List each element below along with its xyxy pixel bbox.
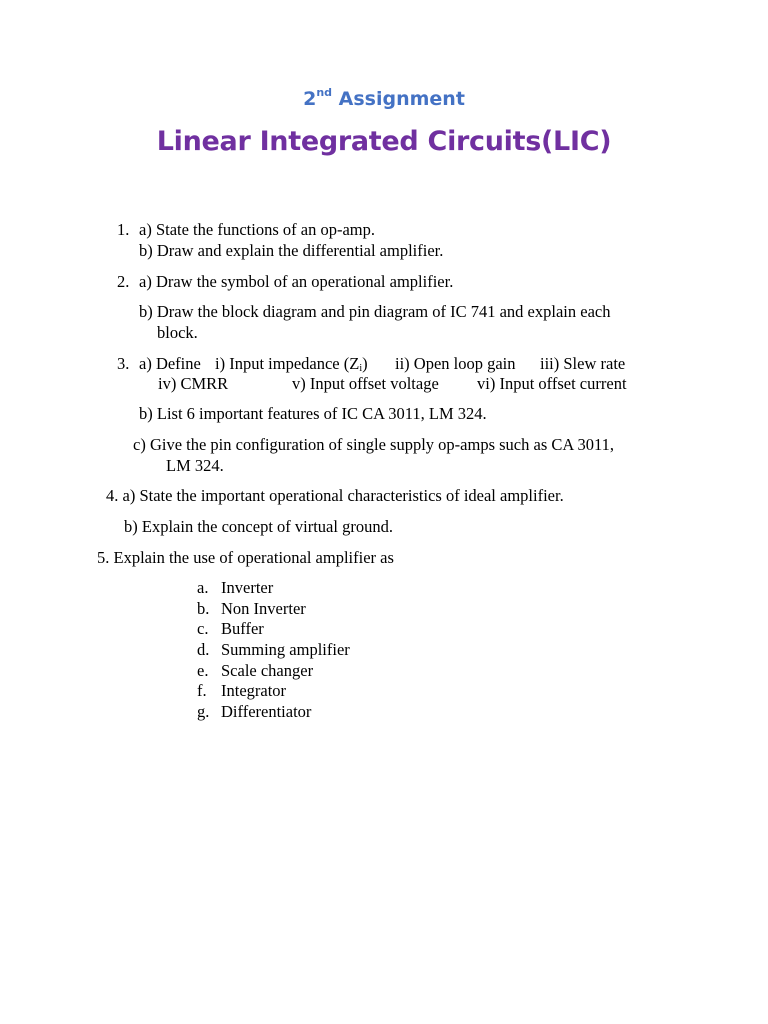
assignment-heading <box>0 86 768 110</box>
q1-b: b) Draw and explain the differential amplifier. <box>139 241 444 260</box>
q5-item-a-letter: a. <box>197 578 209 597</box>
assignment-suffix: nd <box>316 86 333 99</box>
q5-item-e-text: Scale changer <box>221 661 314 680</box>
q5-item-d-letter: d. <box>197 640 210 659</box>
q5-item-f-letter: f. <box>197 681 207 700</box>
q5-item-b-text: Non Inverter <box>221 599 306 618</box>
q5-item-d-text: Summing amplifier <box>221 640 350 659</box>
q3-a-i-text: i) Input impedance (Z <box>215 354 360 373</box>
q5-item-g-letter: g. <box>197 702 210 721</box>
q3-c-line2: LM 324. <box>166 456 224 475</box>
page-title: Linear Integrated Circuits(LIC) <box>156 126 612 157</box>
q5-item-f-text: Integrator <box>221 681 287 700</box>
q3-a-prefix: a) Define <box>139 354 201 373</box>
q2-b-line1: b) Draw the block diagram and pin diagram of IC 741 and explain each <box>139 302 611 321</box>
q4-a: 4. a) State the important operational characteristics of ideal amplifier. <box>106 486 564 505</box>
q1-a: a) State the functions of an op-amp. <box>139 220 375 239</box>
q4-b: b) Explain the concept of virtual ground. <box>124 517 393 536</box>
q5-item-g-text: Differentiator <box>221 702 312 721</box>
q3-b: b) List 6 important features of IC CA 3011, LM 324. <box>139 404 487 423</box>
q2-b-line2: block. <box>157 323 198 342</box>
q2-a: a) Draw the symbol of an operational amplifier. <box>139 272 454 291</box>
assignment-word: Assignment <box>338 88 465 110</box>
q3-c-line1: c) Give the pin configuration of single supply op-amps such as CA 3011, <box>133 435 615 454</box>
q5-item-a-text: Inverter <box>221 578 274 597</box>
q3-a-iii: iii) Slew rate <box>540 354 626 373</box>
q2-number: 2. <box>117 272 130 291</box>
q3-a-i-close: ) <box>362 354 368 373</box>
q1-number: 1. <box>117 220 130 239</box>
q5-item-e-letter: e. <box>197 661 209 680</box>
q5-intro: 5. Explain the use of operational amplifier as <box>97 548 394 567</box>
q3-a-iv: iv) CMRR <box>158 374 229 393</box>
q5-item-c-letter: c. <box>197 619 209 638</box>
assignment-number: 2 <box>303 88 317 110</box>
q3-a-ii: ii) Open loop gain <box>395 354 516 373</box>
q3-a-vi: vi) Input offset current <box>477 374 627 393</box>
q3-a-i-subscript: i <box>359 363 363 374</box>
q3-number: 3. <box>117 354 130 373</box>
q5-item-b-letter: b. <box>197 599 210 618</box>
q3-a-v: v) Input offset voltage <box>292 374 439 393</box>
q5-item-c-text: Buffer <box>221 619 264 638</box>
